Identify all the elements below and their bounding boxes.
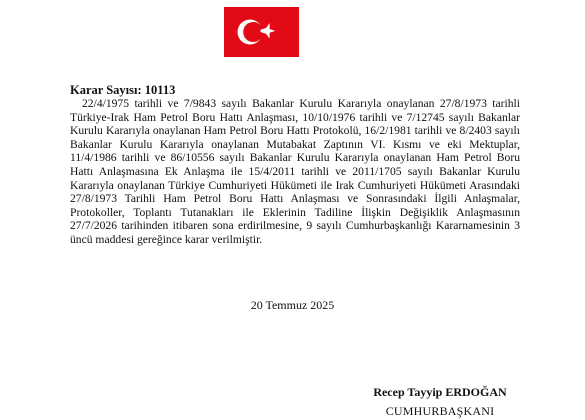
signatory-title: CUMHURBAŞKANI: [385, 404, 495, 418]
flag-crescent-inner: [243, 22, 263, 42]
decision-number: Karar Sayısı: 10113: [70, 83, 176, 97]
decree-body-text: 22/4/1975 tarihli ve 7/9843 sayılı Bakanlar Kurulu Kararıyla onaylanan 27/8/1973 tarihli Türkiye-Irak Ham Petrol Boru Hattı Anlaşması, 10/10/1976 tarihli ve 7/12745 sayılı Bakanlar Kurulu Kararıyla onaylanan Ham Petrol Boru Hattı Protokolü, 16/2/1981 tarihli ve 8/2403 sayılı Bakanlar Kurulu Kararıyla onaylanan Mutabakat Zaptının VI. Kısmı ve eki Mektuplar, 11/4/1986 tarihli ve 86/10556 sayılı Bakanlar Kurulu Kararıyla onaylanan Ham Petrol Boru Hattı Anlaşmasına Ek Anlaşma ile 15/4/2011 tarihli ve 2011/1705 sayılı Bakanlar Kurulu Kararıyla onaylanan Türkiye Cumhuriyeti Hükümeti ile Irak Cumhuriyeti Hükümeti Arasındaki 27/8/1973 Tarihli Ham Petrol Boru Hattı Anlaşması ve Sonrasındaki İlgili Anlaşmalar, Protokoller, Toplantı Tutanakları ile Eklerinin Tadiline İlişkin Değişiklik Anlaşmasının 27/7/2026 tarihinden itibaren sona erdirilmesine, 9 sayılı Cumhurbaşkanlığı Kararnamesinin 3 üncü maddesi gereğince karar verilmiştir.: [70, 97, 520, 246]
signatory-name: Recep Tayyip ERDOĞAN: [373, 385, 507, 399]
decree-date: 20 Temmuz 2025: [250, 298, 335, 312]
turkish-flag-icon: [224, 7, 299, 57]
